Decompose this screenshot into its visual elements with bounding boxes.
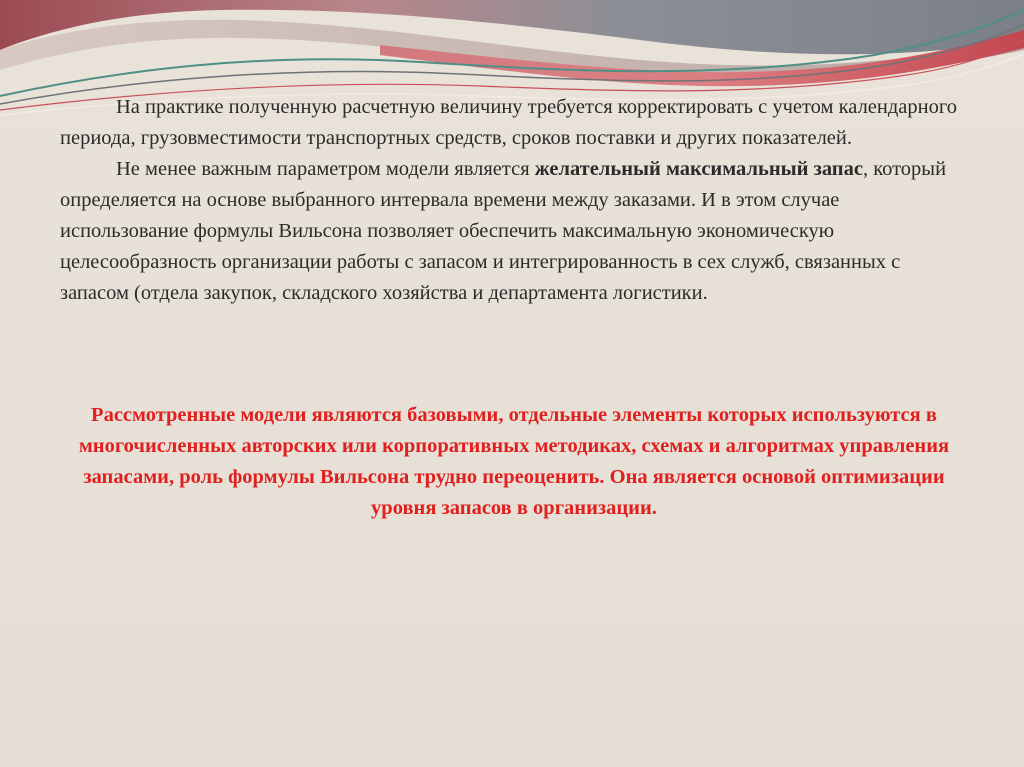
paragraph-max-stock-lead: Не менее важным параметром модели является (116, 158, 535, 180)
paragraph-max-stock (60, 154, 960, 309)
paragraph-max-stock-rest: , который определяется на основе выбранного интервала времени между заказами. И в этом случае использование формулы Вильсона позволяет обеспечить максимальную экономическую целесообразность организации работы с запасом и интегрированность в сех служб, связанных с запасом (отдела закупок, складского хозяйства и департамента логистики. (60, 158, 947, 304)
paragraph-practice-text: На практике полученную расчетную величину требуется корректировать с учетом календарного периода, грузовместимости транспортных средств, сроков поставки и других показателей. (60, 96, 958, 149)
conclusion-text: Рассмотренные модели являются базовыми, отдельные элементы которых используются в многочисленных авторских или корпоративных методиках, схемах и алгоритмах управления запасами, роль формулы Вильсона трудно переоценить. Она является основой оптимизации уровня запасов в организации. (78, 404, 950, 519)
emphasis-term: желательный максимальный запас (534, 158, 863, 180)
conclusion-block (50, 400, 978, 524)
paragraph-practice (60, 92, 960, 154)
main-text-block (60, 92, 960, 309)
